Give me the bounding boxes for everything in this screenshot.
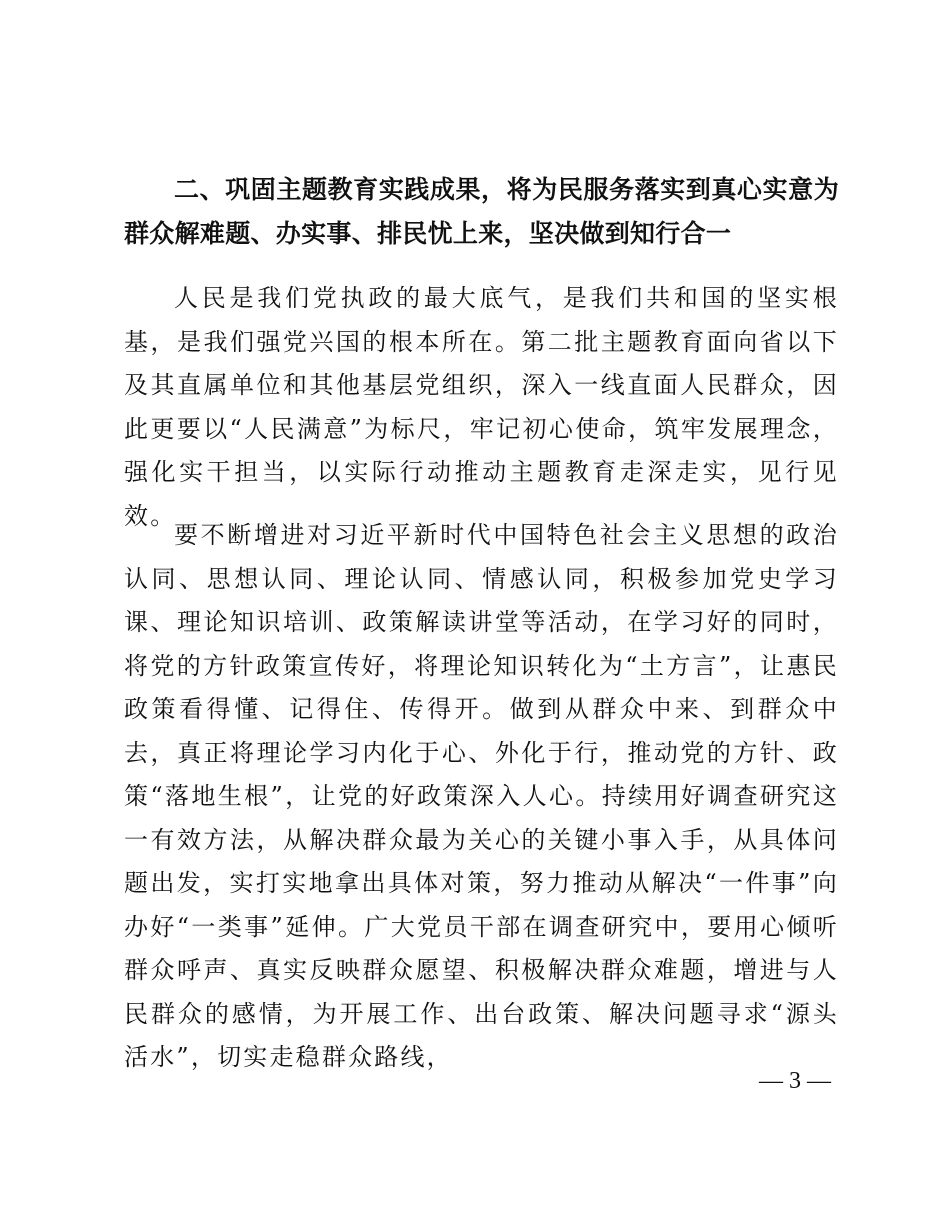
- page-number: — 3 —: [759, 1068, 831, 1094]
- body-paragraph-1: 人民是我们党执政的最大底气，是我们共和国的坚实根基，是我们强党兴国的根本所在。第二批主题教育面向省以下及其直属单位和其他基层党组织，深入一线直面人民群众，因此更要以“人民满意”为标尺，牢记初心使命，筑牢发展理念，强化实干担当，以实际行动推动主题教育走深走实，见行见效。: [124, 284, 839, 530]
- body-paragraph-2: 要不断增进对习近平新时代中国特色社会主义思想的政治认同、思想认同、理论认同、情感认同，积极参加党史学习课、理论知识培训、政策解读讲堂等活动，在学习好的同时，将党的方针政策宣传好，将理论知识转化为“土方言”，让惠民政策看得懂、记得住、传得开。做到从群众中来、到群众中去，真正将理论学习内化于心、外化于行，推动党的方针、政策“落地生根”，让党的好政策深入人心。持续用好调查研究这一有效方法，从解决群众最为关心的关键小事入手，从具体问题出发，实打实地拿出具体对策，努力推动从解决“一件事”向办好“一类事”延伸。广大党员干部在调查研究中，要用心倾听群众呼声、真实反映群众愿望、积极解决群众难题，增进与人民群众的感情，为开展工作、出台政策、解决问题寻求“源头活水”，切实走稳群众路线，: [124, 521, 839, 1071]
- section-heading: 二、巩固主题教育实践成果，将为民服务落实到真心实意为群众解难题、办实事、排民忧上来，坚决做到知行合一: [124, 175, 839, 248]
